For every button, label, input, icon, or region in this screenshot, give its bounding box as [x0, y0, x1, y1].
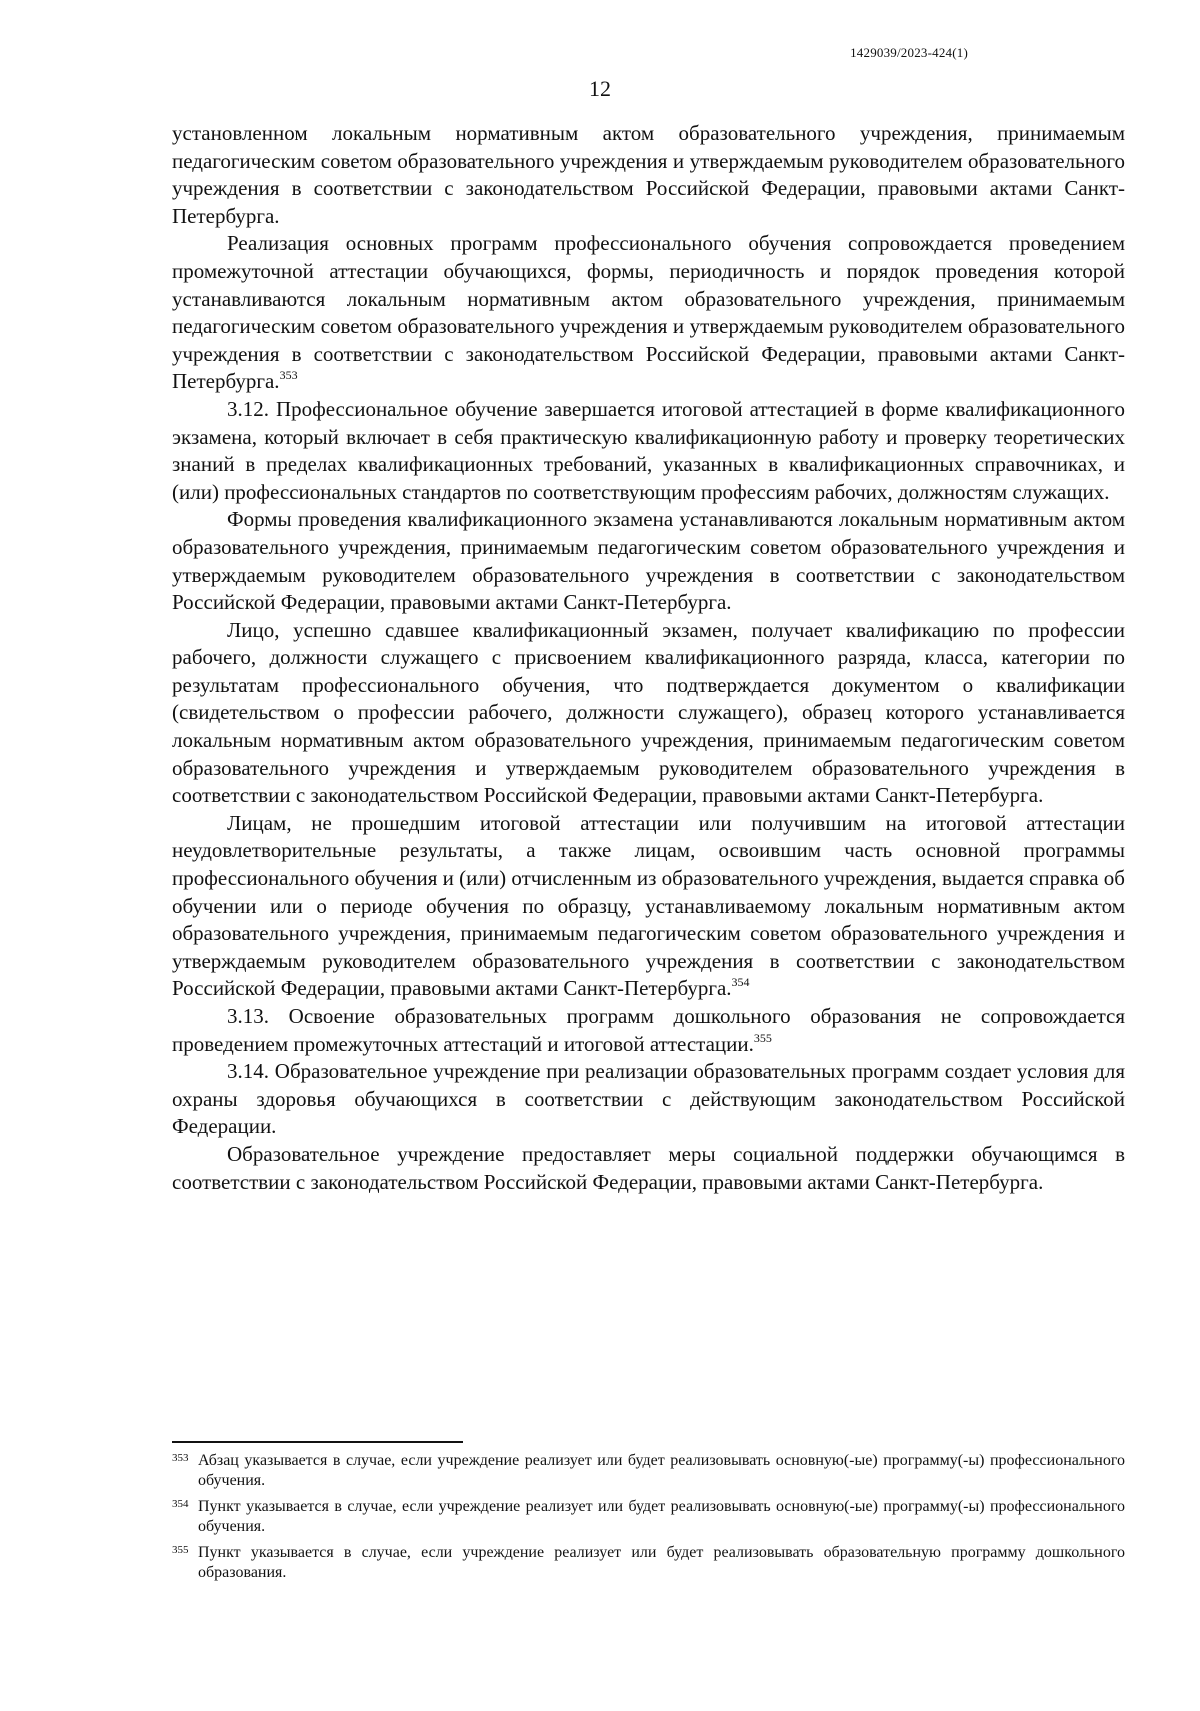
paragraph-text: Реализация основных программ профессионального обучения сопровождается проведением промежуточной аттестации обучающихся, формы, периодичность и порядок проведения которой устанавливаются локальным нормативным актом образовательного учреждения, принимаемым педагогическим советом образовательного учреждения и утверждаемым руководителем образовательного учреждения в соответствии с законодательством Российской Федерации, правовыми актами Санкт-Петербурга.: [172, 231, 1125, 394]
paragraph-text: Лицам, не прошедшим итоговой аттестации или получившим на итоговой аттестации неудовлетворительные результаты, а также лицам, освоившим часть основной программы профессионального обучения и (или) отчисленным из образовательного учреждения, выдается справка об обучении или о периоде обучения по образцу, устанавливаемому локальным нормативным актом образовательного учреждения, принимаемым педагогическим советом образовательного учреждения и утверждаемым руководителем образовательного учреждения в соответствии с законодательством Российской Федерации, правовыми актами Санкт-Петербурга.: [172, 810, 1125, 1001]
footnote-number: 355: [172, 1544, 189, 1556]
page-number: 12: [589, 76, 611, 101]
paragraph-certificate: [172, 810, 1125, 1003]
paragraph-text: 3.12. Профессиональное обучение завершается итоговой аттестацией в форме квалификационного экзамена, который включает в себя практическую квалификационную работу и проверку теоретических знаний в пределах квалификационных требований, указанных в квалификационных справочниках, и (или) профессиональных стандартов по соответствующим профессиям рабочих, должностям служащих.: [172, 396, 1125, 504]
paragraph-text: установленном локальным нормативным актом образовательного учреждения, принимаемым педагогическим советом образовательного учреждения и утверждаемым руководителем образовательного учреждения в соответствии с законодательством Российской Федерации, правовыми актами Санкт-Петербурга.: [172, 121, 1125, 228]
footnote-text: Пункт указывается в случае, если учреждение реализует или будет реализовывать образовательную программу дошкольного образования.: [198, 1544, 1125, 1581]
footnote-number: 354: [172, 1498, 189, 1510]
footnote-text: Пункт указывается в случае, если учреждение реализует или будет реализовывать основную(-ые) программу(-ы) профессионального обучения.: [198, 1498, 1125, 1535]
paragraph-3-12: [172, 396, 1125, 506]
paragraph-text: Лицо, успешно сдавшее квалификационный экзамен, получает квалификацию по профессии рабочего, должности служащего с присвоением квалификационного разряда, класса, категории по результатам профессионального обучения, что подтверждается документом о квалификации (свидетельством о профессии рабочего, должности служащего), образец которого устанавливается локальным нормативным актом образовательного учреждения, принимаемым педагогическим советом образовательного учреждения и утверждаемым руководителем образовательного учреждения в соответствии с законодательством Российской Федерации, правовыми актами Санкт-Петербурга.: [172, 617, 1125, 808]
footnote-353: [172, 1451, 1125, 1491]
paragraph-text: 3.14. Образовательное учреждение при реализации образовательных программ создает условия для охраны здоровья обучающихся в соответствии с действующим законодательством Российской Федерации.: [172, 1059, 1125, 1139]
footnotes-section: [172, 1451, 1125, 1589]
paragraph-intermediate-attestation: [172, 230, 1125, 396]
footnote-355: [172, 1543, 1125, 1583]
paragraph-continuation: [172, 120, 1125, 230]
footnote-text: Абзац указывается в случае, если учреждение реализует или будет реализовывать основную(-ые) программу(-ы) профессионального обучения.: [198, 1452, 1125, 1489]
paragraph-qualification: [172, 617, 1125, 810]
footnote-ref-353: 353: [279, 368, 298, 383]
footnote-ref-354: 354: [731, 975, 750, 990]
document-number: 1429039/2023-424(1): [850, 45, 968, 60]
footnote-number: 353: [172, 1452, 189, 1464]
footnote-ref-355: 355: [753, 1030, 772, 1045]
paragraph-text: Образовательное учреждение предоставляет меры социальной поддержки обучающимся в соответствии с законодательством Российской Федерации, правовыми актами Санкт-Петербурга.: [172, 1141, 1125, 1194]
paragraph-3-14: [172, 1058, 1125, 1141]
paragraph-social-support: [172, 1141, 1125, 1196]
paragraph-3-13: [172, 1003, 1125, 1058]
paragraph-text: Формы проведения квалификационного экзамена устанавливаются локальным нормативным актом образовательного учреждения, принимаемым педагогическим советом образовательного учреждения и утверждаемым руководителем образовательного учреждения в соответствии с законодательством Российской Федерации, правовыми актами Санкт-Петербурга.: [172, 507, 1125, 615]
footnote-354: [172, 1497, 1125, 1537]
paragraph-text: 3.13. Освоение образовательных программ дошкольного образования не сопровождается проведением промежуточных аттестаций и итоговой аттестации.: [172, 1004, 1125, 1056]
footnote-separator: [172, 1441, 463, 1443]
paragraph-exam-forms: [172, 506, 1125, 616]
document-body: [172, 120, 1125, 1196]
